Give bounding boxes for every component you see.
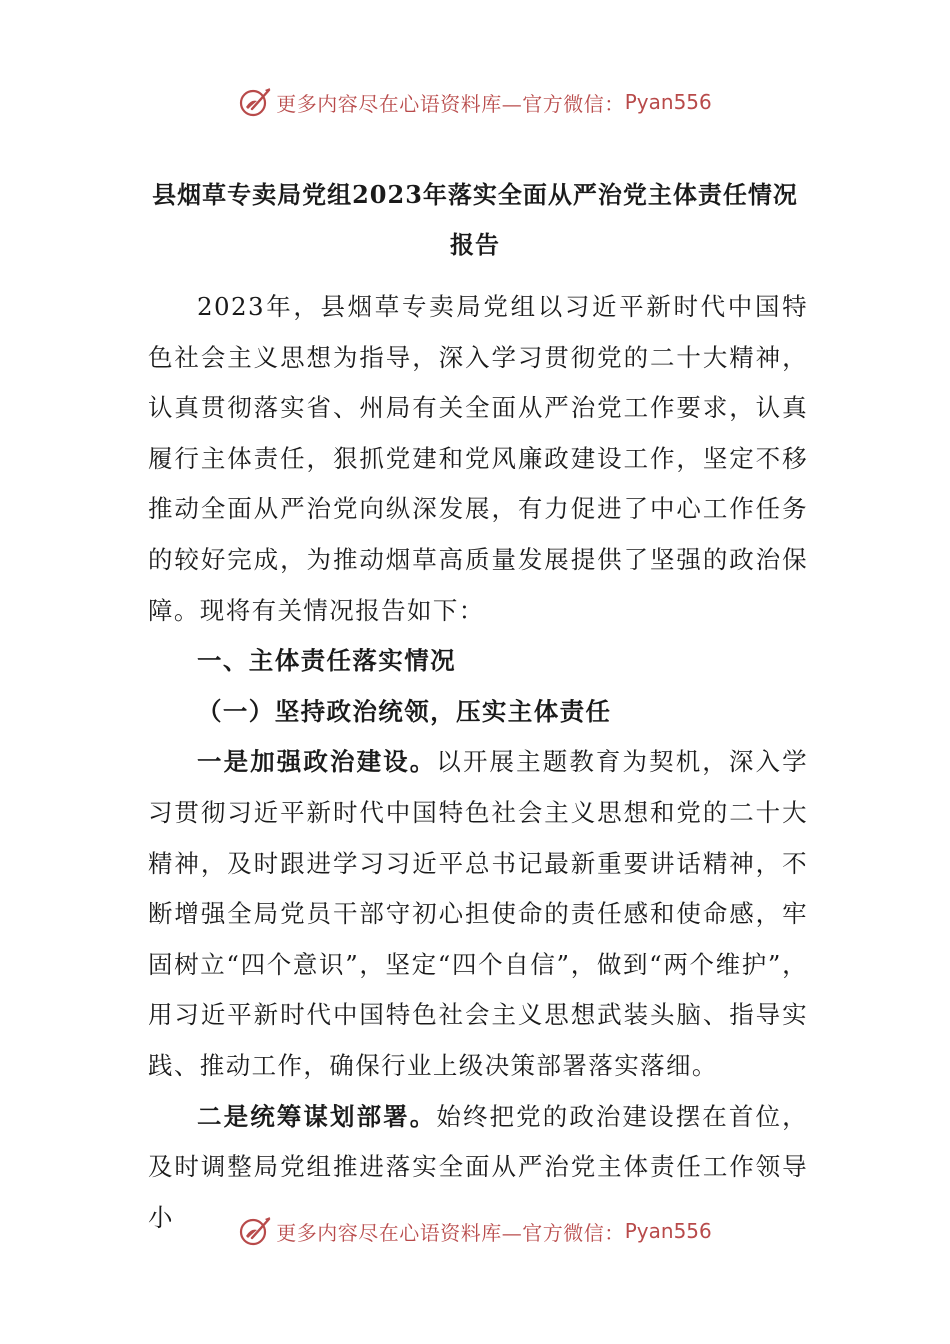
header-banner-wechat: Pyan556 (624, 90, 712, 114)
footer-banner (0, 1211, 950, 1251)
pen-logo-icon (238, 1214, 272, 1248)
section-heading: 一、主体责任落实情况 (197, 646, 456, 676)
paragraph-text: 始终把党的政治建设摆在首位，及时调整局党组推进落实全面从严治党主体责任工作领导小 (148, 1101, 808, 1232)
paragraph-lead: 一是加强政治建设。 (197, 747, 437, 777)
footer-banner-wechat: Pyan556 (624, 1219, 712, 1243)
header-banner (0, 82, 950, 122)
header-banner-text: 更多内容尽在心语资料库—官方微信： (276, 91, 625, 116)
intro-paragraph: 2023年，县烟草专卖局党组以习近平新时代中国特色社会主义思想为指导，深入学习贯彻党的二十大精神，认真贯彻落实省、州局有关全面从严治党工作要求，认真履行主体责任，狠抓党建和党风廉政建设工作，坚定不移推动全面从严治党向纵深发展，有力促进了中心工作任务的较好完成，为推动烟草高质量发展提供了坚强的政治保障。现将有关情况报告如下： (148, 292, 808, 625)
paragraph-lead: 二是统筹谋划部署。 (197, 1101, 437, 1131)
document-title-line2: 报告 (450, 230, 500, 259)
pen-logo-icon (238, 85, 272, 119)
paragraph-text: 以开展主题教育为契机，深入学习贯彻习近平新时代中国特色社会主义思想和党的二十大精神，及时跟进学习习近平总书记最新重要讲话精神，不断增强全局党员干部守初心担使命的责任感和使命感，牢固树立“四个意识”，坚定“四个自信”，做到“两个维护”，用习近平新时代中国特色社会主义思想武装头脑、指导实践、推动工作，确保行业上级决策部署落实落细。 (148, 747, 808, 1080)
document-body (148, 282, 808, 1243)
paragraph-political-building (148, 737, 808, 1091)
document-title: 县烟草专卖局党组2023年落实全面从严治党主体责任情况 (152, 180, 798, 209)
footer-banner-text: 更多内容尽在心语资料库—官方微信： (276, 1220, 625, 1245)
subsection-heading: （一）坚持政治统领，压实主体责任 (197, 696, 612, 726)
